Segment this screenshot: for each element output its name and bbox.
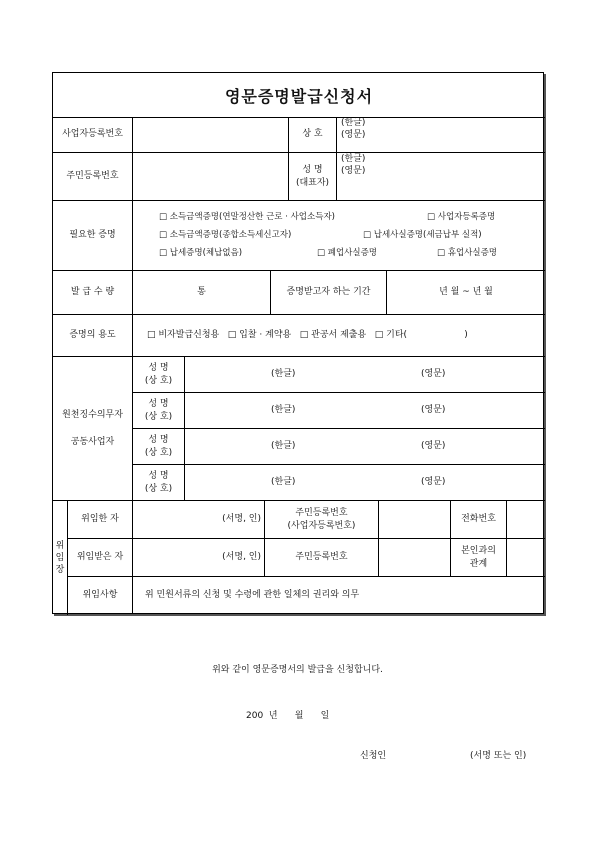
company-name-label: 상 호 — [289, 117, 337, 153]
required-certificate-label: 필요한 증명 — [53, 201, 133, 271]
partner-rows — [133, 357, 545, 501]
relation-label — [451, 539, 507, 577]
relation-label-2: 관계 — [469, 558, 488, 569]
representative-name-en: (영문) — [341, 166, 366, 177]
option-suspension-fact[interactable]: □ 휴업사실증명 — [437, 248, 497, 258]
representative-name-field[interactable] — [337, 153, 545, 201]
company-name-en: (영문) — [341, 130, 366, 141]
delegation-side-label — [53, 501, 68, 615]
partner-name-label-1: 성 명 — [148, 471, 169, 482]
delegator-id-label-1: 주민등록번호 — [295, 508, 348, 519]
delegator-id-label-2: (사업자등록번호) — [287, 520, 356, 531]
phone-field[interactable] — [507, 501, 545, 539]
partner-name-label — [133, 429, 185, 465]
delegator-sign: (서명, 인) — [222, 514, 261, 525]
period-label: 증명받고자 하는 기간 — [271, 271, 387, 315]
application-date[interactable]: 200 년 월 일 — [246, 711, 330, 721]
form-title: 영문증명발급신청서 — [53, 73, 545, 118]
option-income-comprehensive[interactable]: □ 소득금액증명(종합소득세신고자) — [159, 230, 292, 240]
partner-name-label-2: (상 호) — [144, 375, 173, 386]
resident-number-field[interactable] — [133, 153, 289, 201]
delegation-side-label-1: 위 — [55, 540, 65, 551]
partner-name-label — [133, 465, 185, 501]
partner-name-en: (영문) — [421, 405, 446, 416]
resident-number-label: 주민등록번호 — [53, 153, 133, 201]
withholding-agent-label-2: 공동사업자 — [70, 436, 115, 447]
application-statement: 위와 같이 영문증명서의 발급을 신청합니다. — [212, 665, 383, 675]
option-tax-clearance[interactable]: □ 납세증명(체납없음) — [159, 248, 243, 258]
partner-name-en: (영문) — [421, 477, 446, 488]
withholding-agent-label-1: 원천징수의무자 — [62, 410, 123, 421]
partner-name-kr: (한글) — [271, 369, 296, 380]
partner-name-label — [133, 393, 185, 429]
partner-name-en: (영문) — [421, 441, 446, 452]
partner-name-field[interactable] — [185, 465, 545, 501]
business-number-field[interactable] — [133, 117, 289, 153]
option-tax-payment-fact[interactable]: □ 납세사실증명(세금납부 실적) — [363, 230, 482, 240]
representative-label-1: 성 명 — [302, 165, 323, 176]
relation-field[interactable] — [507, 539, 545, 577]
purpose-label: 증명의 용도 — [53, 315, 133, 357]
partner-name-label-2: (상 호) — [144, 447, 173, 458]
delegation-side-label-2: 임 — [55, 552, 65, 563]
quantity-label: 발 급 수 량 — [53, 271, 133, 315]
delegatee-name-field[interactable] — [133, 539, 265, 577]
company-name-kr: (한글) — [341, 118, 366, 128]
partner-name-field[interactable] — [185, 357, 545, 393]
representative-label — [289, 153, 337, 201]
representative-name-kr: (한글) — [341, 154, 366, 164]
delegatee-sign: (서명, 인) — [222, 552, 261, 563]
company-name-field[interactable] — [337, 117, 545, 153]
partner-name-kr: (한글) — [271, 441, 296, 452]
matter-text: 위 민원서류의 신청 및 수령에 관한 일체의 권리와 의무 — [145, 590, 360, 601]
quantity-unit: 통 — [197, 287, 206, 298]
representative-label-2: (대표자) — [295, 177, 330, 188]
partner-name-field[interactable] — [185, 393, 545, 429]
required-certificate-options — [133, 201, 545, 271]
delegation-side-label-3: 장 — [55, 565, 65, 576]
delegatee-id-label: 주민등록번호 — [265, 539, 379, 577]
delegator-id-label — [265, 501, 379, 539]
matter-label: 위임사항 — [68, 577, 133, 614]
partner-name-label-1: 성 명 — [148, 435, 169, 446]
purpose-options[interactable]: □ 비자발급신청용 □ 입찰 · 계약용 □ 관공서 제출용 □ 기타( ) — [133, 315, 545, 357]
delegator-name-field[interactable] — [133, 501, 265, 539]
quantity-field[interactable] — [133, 271, 271, 315]
application-form — [52, 72, 544, 614]
delegator-id-field[interactable] — [379, 501, 451, 539]
delegatee-id-field[interactable] — [379, 539, 451, 577]
partner-name-label — [133, 357, 185, 393]
option-business-registration[interactable]: □ 사업자등록증명 — [427, 212, 496, 222]
relation-label-1: 본인과의 — [461, 546, 496, 557]
partner-name-label-1: 성 명 — [148, 363, 169, 374]
partner-name-label-2: (상 호) — [144, 483, 173, 494]
option-income-year-end[interactable]: □ 소득금액증명(연말정산한 근로 · 사업소득자) — [159, 212, 335, 222]
withholding-agent-label — [53, 357, 133, 501]
phone-label: 전화번호 — [451, 501, 507, 539]
partner-name-label-2: (상 호) — [144, 411, 173, 422]
option-closure-fact[interactable]: □ 폐업사실증명 — [317, 248, 377, 258]
applicant-label: 신청인 — [360, 751, 387, 761]
business-number-label: 사업자등록번호 — [53, 117, 133, 153]
partner-name-en: (영문) — [421, 369, 446, 380]
delegatee-label: 위임받은 자 — [68, 539, 133, 577]
partner-name-kr: (한글) — [271, 477, 296, 488]
partner-name-label-1: 성 명 — [148, 399, 169, 410]
applicant-sign[interactable]: (서명 또는 인) — [470, 751, 527, 761]
period-field[interactable]: 년 월 ~ 년 월 — [387, 271, 545, 315]
delegator-label: 위임한 자 — [68, 501, 133, 539]
partner-name-kr: (한글) — [271, 405, 296, 416]
partner-name-field[interactable] — [185, 429, 545, 465]
